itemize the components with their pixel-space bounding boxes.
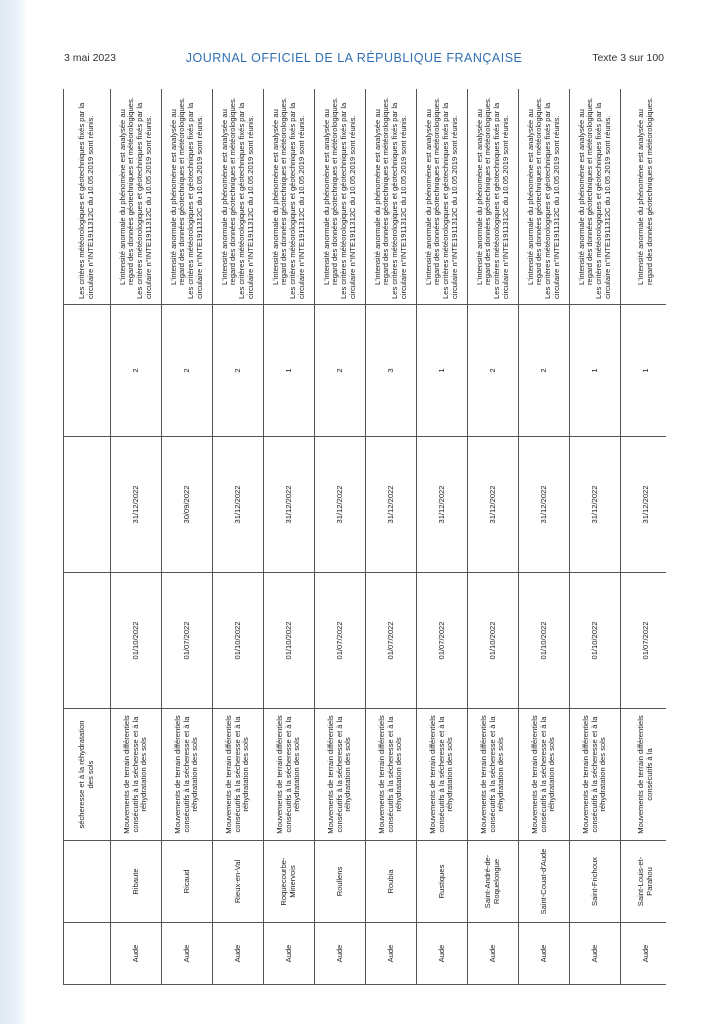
table-row [519,89,570,985]
date-debut-cell: 01/07/2022 [366,573,417,709]
journal-title: JOURNAL OFFICIEL DE LA RÉPUBLIQUE FRANÇAISE [185,51,523,65]
commune-cell: Saint-Frichoux [570,841,621,923]
scan-edge [0,0,28,1024]
observations-criteres: Les critères météorologiques et géotechniques fixés par la circulaire n°INTE1911312C du 10.05.2019 sont réunis. [441,102,459,299]
observations-intensite: L'intensité anormale du phénomène est analysée au regard des données géotechniques et météorologiques. [219,97,238,285]
phenomene-cell: Mouvements de terrain différentiels consécutifs à la sécheresse et à la réhydratation des sols [366,709,417,841]
commune-cell: Saint-Couat-d'Aude [519,841,570,923]
observations-criteres: Les critères météorologiques et géotechniques fixés par la circulaire n°INTE1911312C du 10.05.2019 sont réunis. [594,102,612,299]
table-row [315,89,366,985]
observations-cell [315,89,366,305]
observations-cell [468,89,519,305]
observations-criteres: Les critères météorologiques et géotechniques fixés par la circulaire n°INTE1911312C du 10.05.2019 sont réunis. [288,102,306,299]
commune-cell: Ricaud [162,841,213,923]
phenomene-cell: Mouvements de terrain différentiels consécutifs à la sécheresse et à la réhydratation des sols [111,709,162,841]
departement-cell: Aude [264,923,315,985]
phenomene-cell: Mouvements de terrain différentiels consécutifs à la sécheresse et à la réhydratation des sols [417,709,468,841]
date-debut-cell: 01/10/2022 [570,573,621,709]
observations-cell [162,89,213,305]
date-debut-cell: 01/10/2022 [519,573,570,709]
observations-criteres: Les critères météorologiques et géotechniques fixés par la circulaire n°INTE1911312C du 10.05.2019 sont réunis. [135,102,153,299]
date-fin-cell: 31/12/2022 [417,437,468,573]
date-fin-cell: 31/12/2022 [468,437,519,573]
observations-intensite: L'intensité anormale du phénomène est analysée au regard des données géotechniques et météorologiques. [636,97,654,285]
criteres-cell: 1 [570,305,621,437]
table-row [64,89,111,985]
observations-criteres: Les critères météorologiques et géotechniques fixés par la circulaire n°INTE1911312C du 10.05.2019 sont réunis. [339,102,357,299]
criteres-cell: 2 [519,305,570,437]
date-fin-cell: 31/12/2022 [213,437,264,573]
departement-cell: Aude [468,923,519,985]
date-fin-cell: 31/12/2022 [570,437,621,573]
page-counter: Texte 3 sur 100 [592,52,664,64]
date-fin-cell: 31/12/2022 [111,437,162,573]
publication-date: 3 mai 2023 [64,52,116,64]
phenomene-cell: Mouvements de terrain différentiels consécutifs à la sécheresse et à la réhydratation des sols [468,709,519,841]
departement-cell [64,923,111,985]
observations-intensite: L'intensité anormale du phénomène est analysée au regard des données géotechniques et météorologiques. [423,97,442,285]
observations-cell [621,89,667,305]
commune-cell: Rustiques [417,841,468,923]
phenomene-cell: Mouvements de terrain différentiels consécutifs à la sécheresse et à la réhydratation des sols [213,709,264,841]
phenomene-cell: Mouvements de terrain différentiels consécutifs à la sécheresse et à la réhydratation des sols [570,709,621,841]
date-fin-cell: 31/12/2022 [315,437,366,573]
phenomene-cell: Mouvements de terrain différentiels consécutifs à la sécheresse et à la réhydratation des sols [162,709,213,841]
observations-text: Les critères météorologiques et géotechniques fixés par la circulaire n°INTE1911312C du 10.05.2019 sont réunis. [77,102,95,299]
date-fin-cell: 31/12/2022 [621,437,667,573]
observations-cell [366,89,417,305]
date-debut-cell: 01/07/2022 [417,573,468,709]
commune-cell: Rieux-en-Val [213,841,264,923]
observations-criteres: Les critères météorologiques et géotechniques fixés par la circulaire n°INTE1911312C du 10.05.2019 sont réunis. [543,102,561,299]
departement-cell: Aude [570,923,621,985]
departement-cell: Aude [366,923,417,985]
observations-cell [519,89,570,305]
date-debut-cell: 01/10/2022 [468,573,519,709]
observations-cell [213,89,264,305]
observations-intensite: L'intensité anormale du phénomène est analysée au regard des données géotechniques et météorologiques. [525,97,544,285]
table-row [162,89,213,985]
departement-cell: Aude [315,923,366,985]
phenomene-cell: Mouvements de terrain différentiels consécutifs à la sécheresse et à la réhydratation des sols [315,709,366,841]
criteres-cell: 2 [213,305,264,437]
departement-cell: Aude [417,923,468,985]
criteres-cell: 1 [621,305,667,437]
departement-cell: Aude [519,923,570,985]
date-debut-cell: 01/10/2022 [213,573,264,709]
commune-cell: Roubia [366,841,417,923]
table-row [621,89,667,985]
observations-intensite: L'intensité anormale du phénomène est analysée au regard des données géotechniques et météorologiques. [576,97,595,285]
table-row [468,89,519,985]
observations-cell [111,89,162,305]
observations-cell [64,89,111,305]
observations-intensite: L'intensité anormale du phénomène est analysée au regard des données géotechniques et météorologiques. [372,97,391,285]
table-row [111,89,162,985]
observations-criteres: Les critères météorologiques et géotechniques fixés par la circulaire n°INTE1911312C du 10.05.2019 sont réunis. [390,102,408,299]
criteres-cell: 1 [264,305,315,437]
phenomene-cell: sécheresse et à la réhydratation des sols [64,709,111,841]
table-row [570,89,621,985]
phenomene-cell: Mouvements de terrain différentiels consécutifs à la sécheresse et à la réhydratation des sols [264,709,315,841]
commune-cell: Saint-Louis-et-Parahou [621,841,667,923]
criteres-cell: 2 [468,305,519,437]
page-header [64,48,664,68]
date-fin-cell: 31/12/2022 [519,437,570,573]
criteres-cell: 2 [111,305,162,437]
observations-cell [417,89,468,305]
date-debut-cell [64,573,111,709]
table-row [417,89,468,985]
phenomene-cell: Mouvements de terrain différentiels consécutifs à la [621,709,667,841]
table-row [264,89,315,985]
commune-cell: Roquecourbe-Minervois [264,841,315,923]
criteres-cell [64,305,111,437]
date-debut-cell: 01/07/2022 [621,573,667,709]
departement-cell: Aude [111,923,162,985]
arrete-table [63,89,666,985]
rotated-table [63,89,666,985]
observations-intensite: L'intensité anormale du phénomène est analysée au regard des données géotechniques et météorologiques. [117,97,136,285]
observations-criteres: Les critères météorologiques et géotechniques fixés par la circulaire n°INTE1911312C du 10.05.2019 sont réunis. [237,102,255,299]
date-fin-cell [64,437,111,573]
table-row [366,89,417,985]
departement-cell: Aude [162,923,213,985]
departement-cell: Aude [213,923,264,985]
commune-cell: Roullens [315,841,366,923]
criteres-cell: 3 [366,305,417,437]
date-fin-cell: 31/12/2022 [264,437,315,573]
date-debut-cell: 01/10/2022 [111,573,162,709]
observations-criteres: Les critères météorologiques et géotechniques fixés par la circulaire n°INTE1911312C du 10.05.2019 sont réunis. [492,102,510,299]
date-fin-cell: 30/09/2022 [162,437,213,573]
commune-cell [64,841,111,923]
date-fin-cell: 31/12/2022 [366,437,417,573]
table-container [63,89,666,985]
commune-cell: Saint-André-de-Roquelongue [468,841,519,923]
phenomene-cell: Mouvements de terrain différentiels consécutifs à la sécheresse et à la réhydratation des sols [519,709,570,841]
observations-intensite: L'intensité anormale du phénomène est analysée au regard des données géotechniques et météorologiques. [270,97,289,285]
criteres-cell: 2 [315,305,366,437]
observations-intensite: L'intensité anormale du phénomène est analysée au regard des données géotechniques et météorologiques. [321,97,340,285]
commune-cell: Ribaute [111,841,162,923]
criteres-cell: 2 [162,305,213,437]
departement-cell: Aude [621,923,667,985]
date-debut-cell: 01/10/2022 [264,573,315,709]
observations-cell [570,89,621,305]
observations-criteres: Les critères météorologiques et géotechniques fixés par la circulaire n°INTE1911312C du 10.05.2019 sont réunis. [186,102,204,299]
date-debut-cell: 01/07/2022 [315,573,366,709]
observations-cell [264,89,315,305]
table-row [213,89,264,985]
observations-intensite: L'intensité anormale du phénomène est analysée au regard des données géotechniques et météorologiques. [168,97,187,285]
observations-intensite: L'intensité anormale du phénomène est analysée au regard des données géotechniques et météorologiques. [474,97,493,285]
criteres-cell: 1 [417,305,468,437]
date-debut-cell: 01/07/2022 [162,573,213,709]
